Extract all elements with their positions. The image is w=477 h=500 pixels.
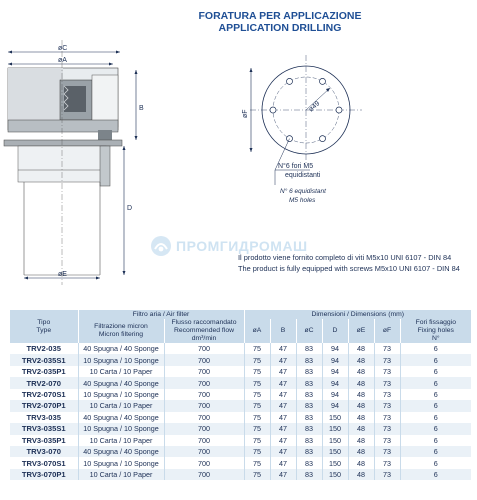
cell-e: 48 bbox=[348, 389, 374, 400]
note-it: Il prodotto viene fornito completo di viti M5x10 UNI 6107 - DIN 84 bbox=[238, 253, 452, 262]
cell-f: 73 bbox=[374, 423, 400, 434]
spec-table bbox=[10, 310, 471, 480]
cell-holes: 6 bbox=[400, 366, 471, 377]
col-filtration-header bbox=[78, 319, 164, 343]
table-row bbox=[10, 343, 471, 354]
cell-a: 75 bbox=[244, 446, 270, 457]
cell-type: TRV3-070S1 bbox=[10, 457, 78, 468]
cell-a: 75 bbox=[244, 457, 270, 468]
cell-filter: 10 Carta / 10 Paper bbox=[78, 435, 164, 446]
cell-e: 48 bbox=[348, 423, 374, 434]
col-filtration-label-2: Micron filtering bbox=[98, 331, 144, 338]
table-header-row bbox=[10, 319, 471, 343]
col-flow-label-1: Flusso raccomandato bbox=[171, 319, 237, 326]
group-filter-header: Filtro aria / Air filter bbox=[78, 310, 244, 319]
col-flow-label-2: Recommended flow bbox=[173, 327, 235, 334]
cell-c: 83 bbox=[296, 446, 322, 457]
cell-c: 83 bbox=[296, 354, 322, 365]
cell-f: 73 bbox=[374, 400, 400, 411]
cell-c: 83 bbox=[296, 457, 322, 468]
cell-d: 150 bbox=[322, 446, 348, 457]
cell-e: 48 bbox=[348, 412, 374, 423]
cell-flow: 700 bbox=[164, 366, 244, 377]
cell-flow: 700 bbox=[164, 377, 244, 388]
cell-d: 150 bbox=[322, 457, 348, 468]
cell-filter: 10 Carta / 10 Paper bbox=[78, 469, 164, 480]
cell-type: TRV3-035 bbox=[10, 412, 78, 423]
col-flow-label-3: dm³/min bbox=[191, 335, 217, 342]
cell-b: 47 bbox=[270, 400, 296, 411]
holes-it-line1: N°6 fori M5 bbox=[278, 163, 314, 170]
cell-filter: 10 Spugna / 10 Sponge bbox=[78, 389, 164, 400]
table-row bbox=[10, 469, 471, 480]
cell-e: 48 bbox=[348, 366, 374, 377]
table-row bbox=[10, 435, 471, 446]
holes-en-line2: M5 holes bbox=[289, 197, 316, 204]
table-row bbox=[10, 423, 471, 434]
cell-e: 48 bbox=[348, 400, 374, 411]
cell-e: 48 bbox=[348, 377, 374, 388]
cell-holes: 6 bbox=[400, 412, 471, 423]
cell-b: 47 bbox=[270, 435, 296, 446]
cell-type: TRV2-070S1 bbox=[10, 389, 78, 400]
cell-a: 75 bbox=[244, 366, 270, 377]
cell-flow: 700 bbox=[164, 435, 244, 446]
cell-type: TRV3-035S1 bbox=[10, 423, 78, 434]
cell-type: TRV2-070 bbox=[10, 377, 78, 388]
dim-d-label: D bbox=[127, 205, 133, 212]
col-c-header: øC bbox=[296, 319, 322, 343]
cell-f: 73 bbox=[374, 446, 400, 457]
col-a-header: øA bbox=[244, 319, 270, 343]
cell-filter: 40 Spugna / 40 Sponge bbox=[78, 446, 164, 457]
dim-f-label: øF bbox=[242, 109, 249, 118]
cell-holes: 6 bbox=[400, 435, 471, 446]
table-row bbox=[10, 457, 471, 468]
cell-filter: 10 Spugna / 10 Sponge bbox=[78, 354, 164, 365]
cell-e: 48 bbox=[348, 469, 374, 480]
cell-flow: 700 bbox=[164, 412, 244, 423]
cell-filter: 40 Spugna / 40 Sponge bbox=[78, 343, 164, 354]
cell-holes: 6 bbox=[400, 400, 471, 411]
cell-c: 83 bbox=[296, 435, 322, 446]
drilling-title-en: APPLICATION DRILLING bbox=[218, 22, 342, 34]
cell-f: 73 bbox=[374, 457, 400, 468]
cell-d: 94 bbox=[322, 377, 348, 388]
logo-text: ПРОМГИДРОМАШ bbox=[176, 238, 308, 254]
cell-filter: 10 Carta / 10 Paper bbox=[78, 400, 164, 411]
cell-a: 75 bbox=[244, 377, 270, 388]
cell-b: 47 bbox=[270, 343, 296, 354]
cell-f: 73 bbox=[374, 366, 400, 377]
cell-filter: 10 Carta / 10 Paper bbox=[78, 366, 164, 377]
cell-f: 73 bbox=[374, 377, 400, 388]
cell-filter: 40 Spugna / 40 Sponge bbox=[78, 412, 164, 423]
cell-type: TRV2-035 bbox=[10, 343, 78, 354]
col-filtration-label-1: Filtrazione micron bbox=[94, 323, 148, 330]
cell-holes: 6 bbox=[400, 423, 471, 434]
col-type-header bbox=[10, 310, 78, 343]
cell-holes: 6 bbox=[400, 446, 471, 457]
cell-holes: 6 bbox=[400, 377, 471, 388]
col-f-header: øF bbox=[374, 319, 400, 343]
col-holes-label-2: Fixing holes bbox=[417, 327, 454, 334]
supply-note bbox=[238, 253, 460, 274]
cell-holes: 6 bbox=[400, 354, 471, 365]
cell-a: 75 bbox=[244, 423, 270, 434]
flange-drawing bbox=[0, 0, 477, 240]
cell-flow: 700 bbox=[164, 354, 244, 365]
cell-c: 83 bbox=[296, 377, 322, 388]
dim-c-label: øC bbox=[58, 45, 68, 52]
cell-flow: 700 bbox=[164, 423, 244, 434]
cell-filter: 10 Spugna / 10 Sponge bbox=[78, 457, 164, 468]
col-e-header: øE bbox=[348, 319, 374, 343]
cell-flow: 700 bbox=[164, 343, 244, 354]
cell-f: 73 bbox=[374, 469, 400, 480]
cell-type: TRV3-035P1 bbox=[10, 435, 78, 446]
table-row bbox=[10, 412, 471, 423]
cell-b: 47 bbox=[270, 469, 296, 480]
table-row bbox=[10, 366, 471, 377]
cell-holes: 6 bbox=[400, 343, 471, 354]
table-header-group-row bbox=[10, 310, 471, 319]
cell-a: 75 bbox=[244, 412, 270, 423]
cell-filter: 10 Spugna / 10 Sponge bbox=[78, 423, 164, 434]
cell-c: 83 bbox=[296, 389, 322, 400]
cell-c: 83 bbox=[296, 423, 322, 434]
group-dimensions-header: Dimensioni / Dimensions (mm) bbox=[244, 310, 471, 319]
holes-it-line2: equidistanti bbox=[285, 172, 321, 179]
cell-c: 83 bbox=[296, 400, 322, 411]
col-holes-label-1: Fori fissaggio bbox=[415, 319, 456, 326]
cell-e: 48 bbox=[348, 354, 374, 365]
dim-f-inner-label: ø49 bbox=[307, 100, 322, 114]
cell-e: 48 bbox=[348, 343, 374, 354]
cell-flow: 700 bbox=[164, 446, 244, 457]
table-row bbox=[10, 389, 471, 400]
cell-e: 48 bbox=[348, 446, 374, 457]
cell-flow: 700 bbox=[164, 457, 244, 468]
cell-type: TRV3-070P1 bbox=[10, 469, 78, 480]
dim-e-label: øE bbox=[58, 271, 67, 278]
cell-type: TRV3-070 bbox=[10, 446, 78, 457]
cell-b: 47 bbox=[270, 412, 296, 423]
cell-c: 83 bbox=[296, 366, 322, 377]
cell-type: TRV2-035P1 bbox=[10, 366, 78, 377]
cell-f: 73 bbox=[374, 354, 400, 365]
cell-filter: 40 Spugna / 40 Sponge bbox=[78, 377, 164, 388]
table-row bbox=[10, 400, 471, 411]
cell-a: 75 bbox=[244, 435, 270, 446]
cell-d: 94 bbox=[322, 400, 348, 411]
cell-holes: 6 bbox=[400, 457, 471, 468]
cell-d: 150 bbox=[322, 412, 348, 423]
cell-e: 48 bbox=[348, 457, 374, 468]
cell-b: 47 bbox=[270, 389, 296, 400]
cell-c: 83 bbox=[296, 412, 322, 423]
cell-c: 83 bbox=[296, 343, 322, 354]
col-d-header: D bbox=[322, 319, 348, 343]
cell-f: 73 bbox=[374, 435, 400, 446]
dim-a-label: øA bbox=[58, 57, 67, 64]
col-holes-label-3: N° bbox=[431, 335, 440, 342]
cell-holes: 6 bbox=[400, 469, 471, 480]
table-body bbox=[10, 343, 471, 480]
cell-e: 48 bbox=[348, 435, 374, 446]
drilling-title-it: FORATURA PER APPLICAZIONE bbox=[198, 10, 362, 22]
dim-b-label: B bbox=[139, 105, 144, 112]
cell-d: 150 bbox=[322, 435, 348, 446]
cell-b: 47 bbox=[270, 423, 296, 434]
cell-d: 94 bbox=[322, 354, 348, 365]
holes-en-line1: N° 6 equidistant bbox=[280, 188, 326, 195]
table-row bbox=[10, 377, 471, 388]
cell-holes: 6 bbox=[400, 389, 471, 400]
col-flow-header bbox=[164, 319, 244, 343]
cell-flow: 700 bbox=[164, 389, 244, 400]
col-holes-header bbox=[400, 319, 471, 343]
cell-b: 47 bbox=[270, 366, 296, 377]
note-en: The product is fully equipped with screws M5x10 UNI 6107 - DIN 84 bbox=[238, 263, 460, 273]
cell-f: 73 bbox=[374, 412, 400, 423]
cell-c: 83 bbox=[296, 469, 322, 480]
cell-d: 150 bbox=[322, 469, 348, 480]
cell-d: 94 bbox=[322, 343, 348, 354]
cell-flow: 700 bbox=[164, 469, 244, 480]
cell-a: 75 bbox=[244, 389, 270, 400]
table-row bbox=[10, 354, 471, 365]
cell-type: TRV2-035S1 bbox=[10, 354, 78, 365]
col-b-header: B bbox=[270, 319, 296, 343]
cell-a: 75 bbox=[244, 343, 270, 354]
cell-flow: 700 bbox=[164, 400, 244, 411]
col-type-label-1: Tipo bbox=[37, 318, 51, 326]
logo-icon bbox=[150, 235, 172, 257]
table-row bbox=[10, 446, 471, 457]
cell-b: 47 bbox=[270, 354, 296, 365]
cell-f: 73 bbox=[374, 389, 400, 400]
cell-b: 47 bbox=[270, 457, 296, 468]
cell-b: 47 bbox=[270, 377, 296, 388]
cell-d: 94 bbox=[322, 389, 348, 400]
cell-type: TRV2-070P1 bbox=[10, 400, 78, 411]
cell-a: 75 bbox=[244, 469, 270, 480]
cell-f: 73 bbox=[374, 343, 400, 354]
cell-b: 47 bbox=[270, 446, 296, 457]
cell-d: 150 bbox=[322, 423, 348, 434]
col-type-label-2: Type bbox=[36, 326, 52, 334]
cell-a: 75 bbox=[244, 400, 270, 411]
cell-a: 75 bbox=[244, 354, 270, 365]
cell-d: 94 bbox=[322, 366, 348, 377]
